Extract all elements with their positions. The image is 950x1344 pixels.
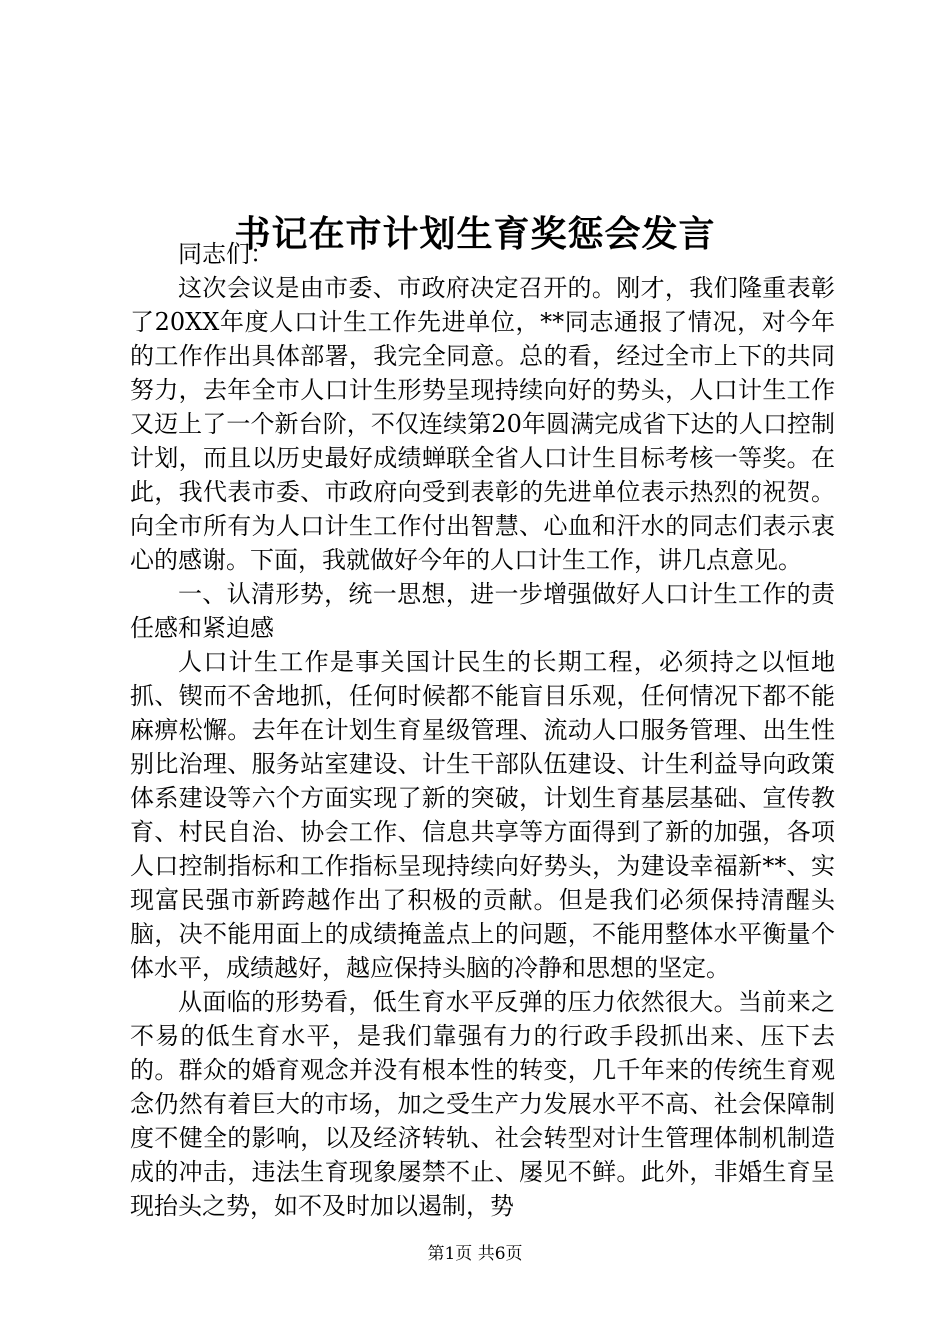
paragraph-1: 这次会议是由市委、市政府决定召开的。刚才，我们隆重表彰了20XX年度人口计生工作先进单位，**同志通报了情况，对今年的工作作出具体部署，我完全同意。总的看，经过全市上下的共同努力，去年全市人口计生形势呈现持续向好的势头，人口计生工作又迈上了一个新台阶，不仅连续第20年圆满完成省下达的人口控制计划，而且以历史最好成绩蝉联全省人口计生目标考核一等奖。在此，我代表市委、市政府向受到表彰的先进单位表示热烈的祝贺。向全市所有为人口计生工作付出智慧、心血和汗水的同志们表示衷心的感谢。下面，我就做好今年的人口计生工作，讲几点意见。 bbox=[130, 274, 835, 574]
section-heading-1: 一、认清形势，统一思想，进一步增强做好人口计生工作的责任感和紧迫感 bbox=[130, 580, 835, 642]
page-number: 第1页 共6页 bbox=[427, 1244, 523, 1264]
document-body bbox=[130, 237, 835, 1223]
page-title: 书记在市计划生育奖惩会发言 bbox=[234, 213, 716, 256]
paragraph-2: 人口计生工作是事关国计民生的长期工程，必须持之以恒地抓、锲而不舍地抓，任何时候都不能盲目乐观，任何情况下都不能麻痹松懈。去年在计划生育星级管理、流动人口服务管理、出生性别比治理、服务站室建设、计生干部队伍建设、计生利益导向政策体系建设等六个方面实现了新的突破，计划生育基层基础、宣传教育、村民自治、协会工作、信息共享等方面得到了新的加强，各项人口控制指标和工作指标呈现持续向好势头，为建设幸福新**、实现富民强市新跨越作出了积极的贡献。但是我们必须保持清醒头脑，决不能用面上的成绩掩盖点上的问题，不能用整体水平衡量个体水平，成绩越好，越应保持头脑的冷静和思想的坚定。 bbox=[130, 648, 835, 982]
salutation: 同志们： bbox=[178, 240, 274, 268]
paragraph-3: 从面临的形势看，低生育水平反弹的压力依然很大。当前来之不易的低生育水平，是我们靠强有力的行政手段抓出来、压下去的。群众的婚育观念并没有根本性的转变，几千年来的传统生育观念仍然有着巨大的市场，加之受生产力发展水平不高、社会保障制度不健全的影响，以及经济转轨、社会转型对计生管理体制机制造成的冲击，违法生育现象屡禁不止、屡见不鲜。此外，非婚生育呈现抬头之势，如不及时加以遏制，势 bbox=[130, 988, 835, 1220]
